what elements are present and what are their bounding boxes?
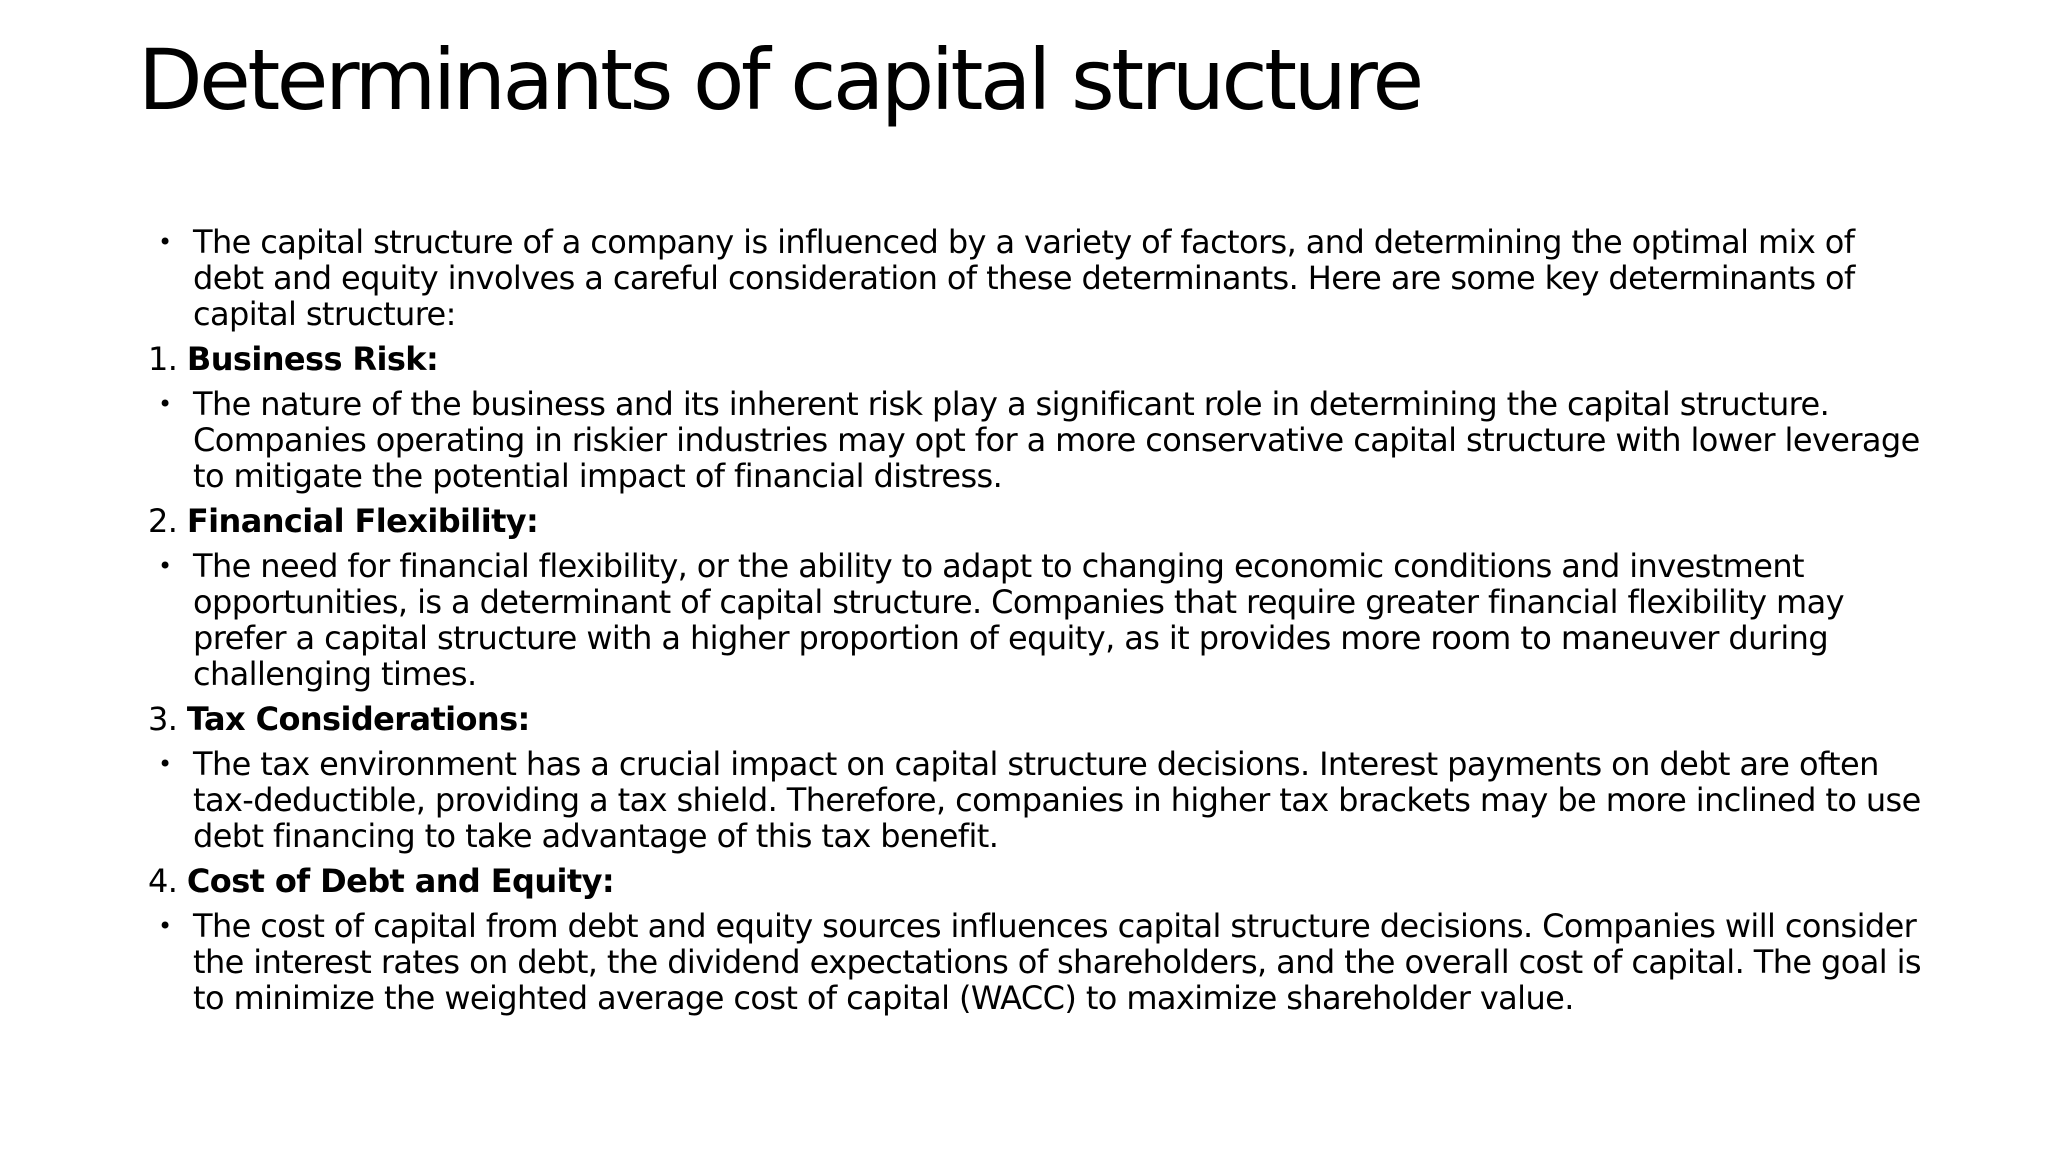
section-text: The nature of the business and its inherent risk play a significant role in determining the capital structure. Companies operating in riskier industries may opt for a more conservative capital structure with lower leverage to mitigate the potential impact of financial distress. [193,385,1920,495]
section-heading-financial-flexibility [148,503,1928,539]
section-bullet-tax-considerations [148,746,1928,854]
intro-text: The capital structure of a company is influenced by a variety of factors, and determining the optimal mix of debt and equity involves a careful consideration of these determinants. Here are some key determinants of capital structure: [193,223,1855,333]
section-bullet-cost-of-debt-and-equity [148,908,1928,1016]
section-text: The tax environment has a crucial impact on capital structure decisions. Interest payments on debt are often tax-deductible, providing a tax shield. Therefore, companies in higher tax brackets may be more inclined to use debt financing to take advantage of this tax benefit. [193,745,1921,855]
bullet-marker: • [158,750,172,778]
slide-body [148,224,1928,1025]
section-text: The need for financial flexibility, or the ability to adapt to changing economic conditions and investment opportunities, is a determinant of capital structure. Companies that require greater financial flexibility may prefer a capital structure with a higher proportion of equity, as it provides more room to maneuver during challenging times. [193,547,1844,693]
section-heading-tax-considerations [148,701,1928,737]
section-heading-label: Cost of Debt and Equity: [186,862,615,900]
section-heading-label: Financial Flexibility: [186,502,539,540]
bullet-marker: • [158,552,172,580]
bullet-marker: • [158,228,172,256]
section-number: 4. [148,862,178,900]
section-heading-cost-of-debt-and-equity [148,863,1928,899]
section-heading-business-risk [148,341,1928,377]
section-number: 3. [148,700,178,738]
section-text: The cost of capital from debt and equity sources influences capital structure decisions. Companies will consider the interest rates on debt, the dividend expectations of shareholders, and the overall cost of capital. The goal is to minimize the weighted average cost of capital (WACC) to maximize shareholder value. [193,907,1921,1017]
section-heading-label: Business Risk: [186,340,439,378]
section-heading-label: Tax Considerations: [186,700,530,738]
bullet-marker: • [158,912,172,940]
section-bullet-financial-flexibility [148,548,1928,692]
section-bullet-business-risk [148,386,1928,494]
slide-title: Determinants of capital structure [138,31,1421,129]
section-number: 2. [148,502,178,540]
section-number: 1. [148,340,178,378]
intro-bullet [148,224,1928,332]
bullet-marker: • [158,390,172,418]
